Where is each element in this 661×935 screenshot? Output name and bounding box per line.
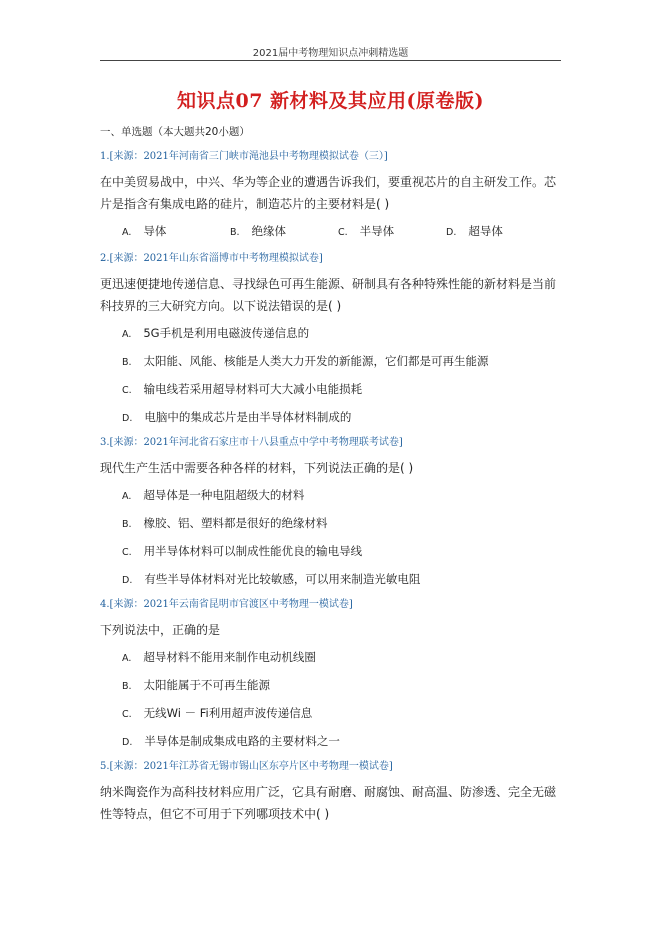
option-d[interactable]: D. 半导体是制成集成电路的主要材料之一: [122, 734, 340, 748]
question-source: 2.[来源：2021年山东省淄博市中考物理模拟试卷]: [100, 253, 323, 264]
option-c[interactable]: C. 输电线若采用超导材料可大大减小电能损耗: [122, 382, 363, 396]
question-stem: 现代生产生活中需要各种各样的材料，下列说法正确的是( ): [100, 461, 414, 475]
question-4: [100, 597, 566, 753]
question-stem: 下列说法中，正确的是: [100, 623, 221, 637]
option-b[interactable]: B. 太阳能属于不可再生能源: [122, 678, 271, 692]
option-c[interactable]: C. 用半导体材料可以制成性能优良的输电导线: [122, 544, 363, 558]
question-2: [100, 251, 566, 429]
header-divider: [100, 60, 561, 61]
option-d[interactable]: D. 超导体: [446, 224, 503, 238]
question-source: 5.[来源：2021年江苏省无锡市锡山区东亭片区中考物理一模试卷]: [100, 761, 393, 772]
option-b[interactable]: B. 橡胶、铝、塑料都是很好的绝缘材料: [122, 516, 328, 530]
option-c[interactable]: C. 无线Wi － Fi利用超声波传递信息: [122, 706, 313, 720]
page-header: 2021届中考物理知识点冲刺精选题: [252, 48, 409, 59]
option-a[interactable]: A. 超导材料不能用来制作电动机线圈: [122, 650, 316, 664]
question-3: [100, 435, 566, 591]
option-a[interactable]: A. 5G手机是利用电磁波传递信息的: [122, 326, 310, 340]
question-source: 4.[来源：2021年云南省昆明市官渡区中考物理一模试卷]: [100, 599, 353, 610]
question-source: 3.[来源：2021年河北省石家庄市十八县重点中学中考物理联考试卷]: [100, 437, 403, 448]
option-d[interactable]: D. 电脑中的集成芯片是由半导体材料制成的: [122, 410, 352, 424]
question-stem: 纳米陶瓷作为高科技材料应用广泛，它具有耐磨、耐腐蚀、耐高温、防渗透、完全无磁性等特点，但它不可用于下列哪项技术中( ): [100, 785, 557, 821]
page-title: 知识点07 新材料及其应用(原卷版): [176, 90, 485, 112]
option-a[interactable]: A. 超导体是一种电阻超级大的材料: [122, 488, 305, 502]
question-stem: 在中美贸易战中，中兴、华为等企业的遭遇告诉我们，要重视芯片的自主研发工作。芯片是指含有集成电路的硅片，制造芯片的主要材料是( ): [100, 175, 557, 211]
question-source: 1.[来源：2021年河南省三门峡市渑池县中考物理模拟试卷（三）]: [100, 151, 388, 162]
option-b[interactable]: B. 绝缘体: [230, 224, 287, 238]
option-list: [100, 221, 566, 243]
option-b[interactable]: B. 太阳能、风能、核能是人类大力开发的新能源，它们都是可再生能源: [122, 354, 489, 368]
option-c[interactable]: C. 半导体: [338, 224, 395, 238]
document-body: [100, 124, 566, 831]
question-stem: 更迅速便捷地传递信息、寻找绿色可再生能源、研制具有各种特殊性能的新材料是当前科技界的三大研究方向。以下说法错误的是( ): [100, 277, 557, 313]
question-5: [100, 759, 566, 825]
section-heading: 一、单选题（本大题共20小题）: [100, 126, 250, 138]
option-d[interactable]: D. 有些半导体材料对光比较敏感，可以用来制造光敏电阻: [122, 572, 421, 586]
question-1: [100, 149, 566, 243]
option-a[interactable]: A. 导体: [122, 224, 167, 238]
